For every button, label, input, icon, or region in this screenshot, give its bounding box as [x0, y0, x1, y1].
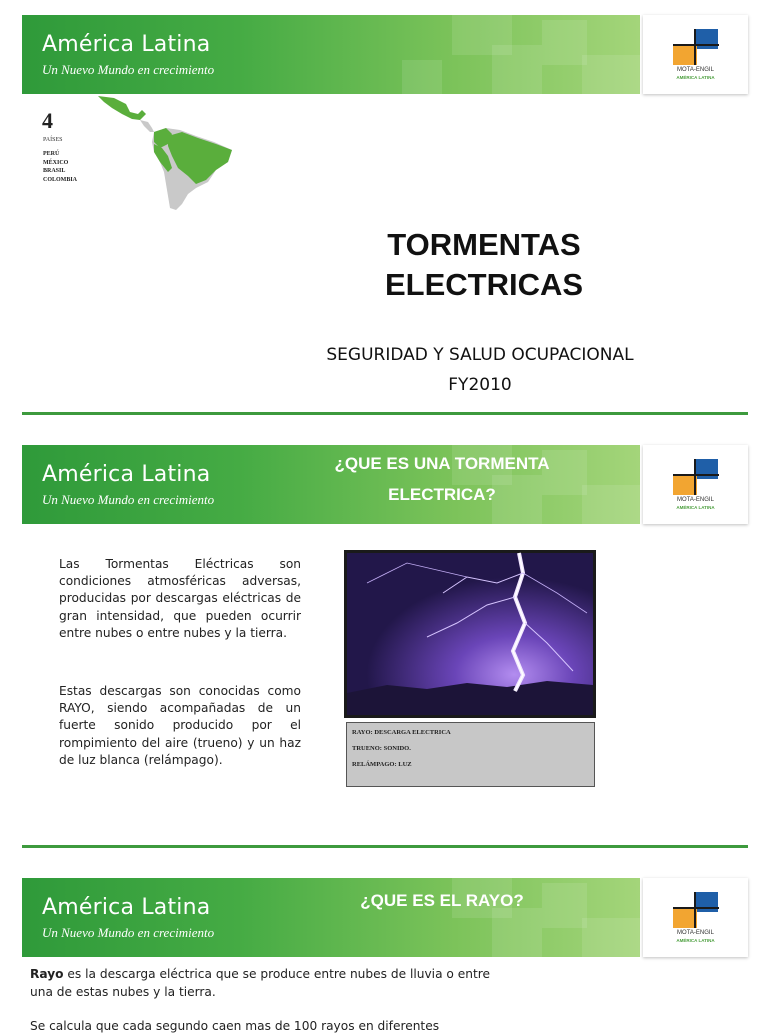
brand-name: América Latina: [42, 32, 211, 57]
logo-region: AMÉRICA LATINA: [676, 505, 715, 510]
company-logo: [643, 15, 748, 94]
lightning-image: [347, 553, 593, 715]
country-item: BRASIL: [43, 168, 66, 174]
slide1-banner: [22, 15, 640, 94]
brand-name: América Latina: [42, 895, 211, 920]
slide2-paragraph-2: Estas descargas son conocidas como RAYO, siendo acompañadas de un fuerte sonido producido por el rompimiento del aire (trueno) y un haz de luz blanca (relámpago).: [59, 684, 301, 767]
caption-rayo: RAYO: DESCARGA ELECTRICA: [352, 729, 451, 736]
caption-relampago: RELÁMPAGO: LUZ: [352, 761, 412, 768]
company-logo: [643, 445, 748, 524]
latin-america-map: [92, 92, 237, 212]
logo-company-name: MOTA-ENGIL: [677, 930, 714, 936]
slide1-title: [300, 225, 668, 305]
brand-name: América Latina: [42, 462, 211, 487]
map-mexico: [98, 96, 146, 120]
countries-count-label: PAÍSES: [43, 137, 63, 143]
slide2-banner: [22, 445, 640, 524]
rayo-term: Rayo: [30, 967, 64, 981]
country-item: PERÚ: [43, 151, 60, 157]
map-central-america: [140, 120, 154, 132]
slide1-fiscal-year: FY2010: [448, 375, 512, 395]
logo-region: AMÉRICA LATINA: [676, 75, 715, 80]
brand-tagline: Un Nuevo Mundo en crecimiento: [42, 492, 215, 507]
country-item: COLOMBIA: [43, 176, 78, 183]
brand-tagline: Un Nuevo Mundo en crecimiento: [42, 62, 215, 77]
slide2-title: [292, 448, 592, 510]
slide2-title-line2: ELECTRICA?: [388, 485, 496, 504]
brand-tagline: Un Nuevo Mundo en crecimiento: [42, 925, 215, 940]
rayo-definition-text: es la descarga eléctrica que se produce entre nubes de lluvia o entre una de estas nubes y la tierra.: [30, 967, 490, 999]
slide3-title: ¿QUE ES EL RAYO?: [360, 891, 524, 910]
countries-count: 4: [42, 108, 53, 133]
slide1-title-line1: TORMENTAS: [387, 227, 581, 262]
logo-region: AMÉRICA LATINA: [676, 938, 715, 943]
slide3-banner: [22, 878, 640, 957]
logo-company-name: MOTA-ENGIL: [677, 497, 714, 503]
slide2-paragraph-1: Las Tormentas Eléctricas son condiciones atmosféricas adversas, producidas por descargas eléctricas de gran intensidad, que pueden ocurrir entre nubes o entre nubes y la tierra.: [59, 557, 301, 640]
slide3-paragraph-partial: Se calcula que cada segundo caen mas de 100 rayos en diferentes: [30, 1019, 440, 1033]
slide1-title-line2: ELECTRICAS: [384, 267, 584, 302]
slide1-subtitle: SEGURIDAD Y SALUD OCUPACIONAL: [326, 345, 634, 365]
slide-divider: [22, 412, 748, 415]
slide-divider: [22, 845, 748, 848]
country-item: MÉXICO: [43, 159, 69, 166]
logo-company-name: MOTA-ENGIL: [677, 67, 714, 73]
countries-list: [43, 150, 77, 184]
company-logo: [643, 878, 748, 957]
lightning-captions: [346, 722, 595, 787]
caption-trueno: TRUENO: SONIDO.: [352, 745, 411, 752]
slide2-title-line1: ¿QUE ES UNA TORMENTA: [334, 454, 550, 473]
slide3-rayo-definition: [30, 966, 500, 1001]
lightning-photo: [344, 550, 596, 718]
